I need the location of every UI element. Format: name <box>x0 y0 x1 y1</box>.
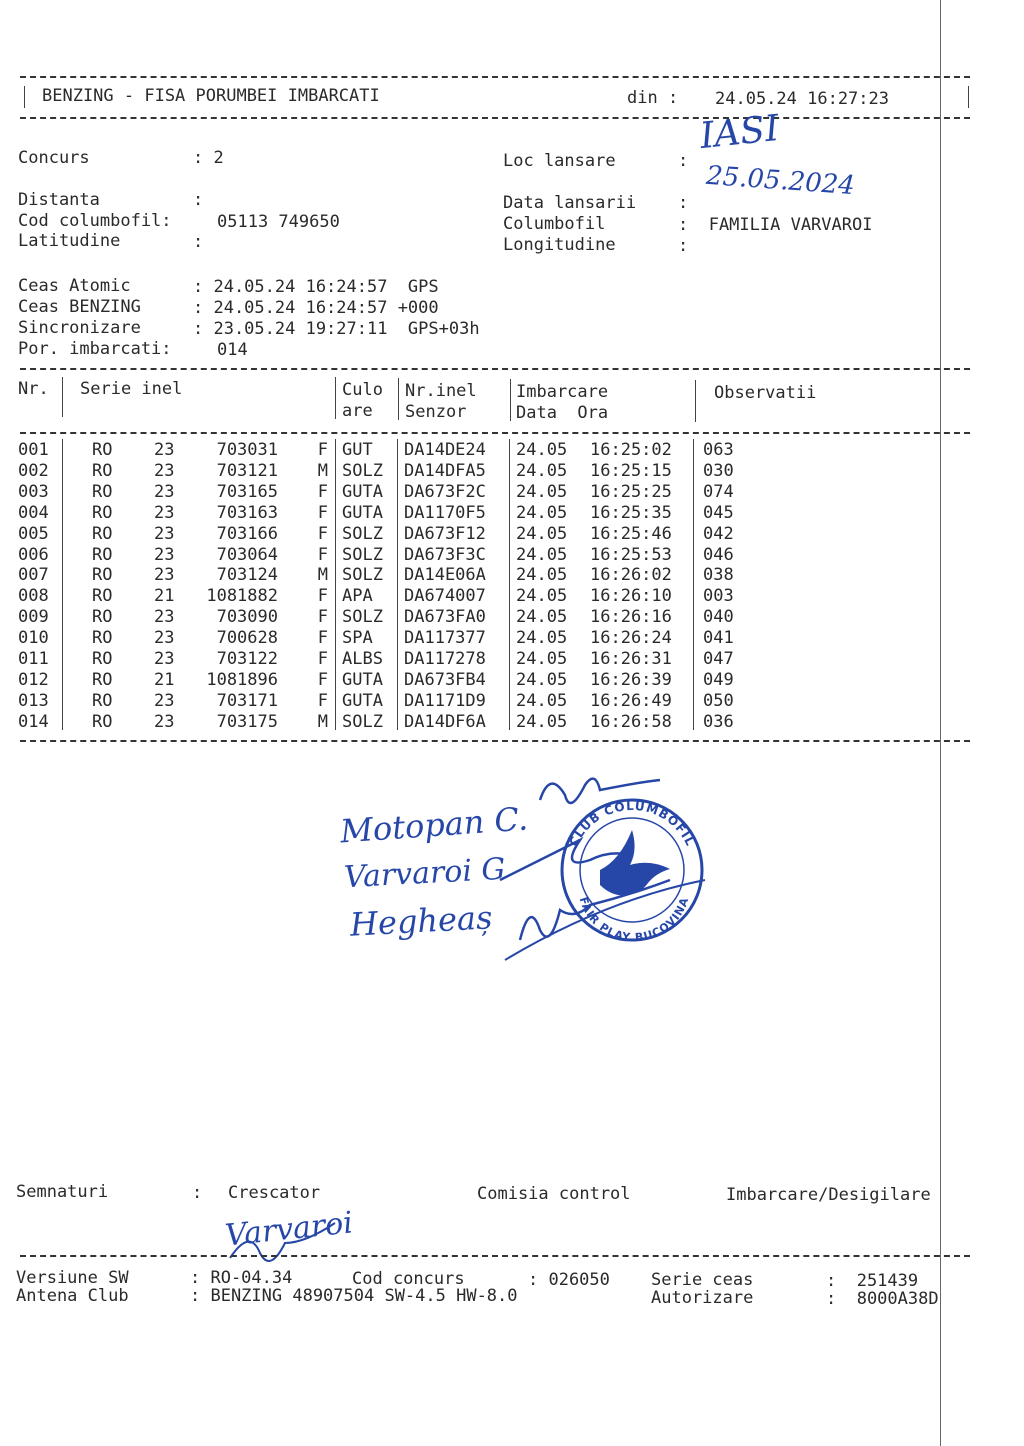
cell-culoare: ALBS <box>342 649 383 669</box>
cod-columbofil-label: Cod columbofil: <box>18 211 172 231</box>
stamp-top-text: CLUB COLUMBOFIL <box>566 798 698 849</box>
cell-nr: 009 <box>18 607 49 628</box>
cell-obs: 030 <box>703 460 734 481</box>
cell-sex: M <box>317 711 328 732</box>
cell-nr: 003 <box>18 481 49 502</box>
cell-tara: RO <box>92 628 113 649</box>
cell-data: 24.05 <box>516 649 568 669</box>
cell-ora: 16:25:35 <box>590 502 672 523</box>
cell-ora: 16:26:10 <box>590 586 672 607</box>
cell-inel: 1081896 <box>206 669 278 690</box>
ceas-atomic-value: : 24.05.24 16:24:57 GPS <box>193 277 439 297</box>
cell-culoare: GUTA <box>342 502 383 523</box>
distanta-label: Distanta <box>18 190 100 210</box>
ceas-benzing-label: Ceas BENZING <box>18 297 141 317</box>
cell-culoare: SOLZ <box>342 711 383 732</box>
cell-culoare: SOLZ <box>342 460 383 481</box>
signature-3: Hegheaș <box>349 898 494 944</box>
cell-data: 24.05 <box>516 440 568 460</box>
cell-tara: RO <box>92 690 113 711</box>
serie-ceas-label: Serie ceas <box>651 1270 754 1290</box>
cell-an: 21 <box>154 586 175 607</box>
cell-ora: 16:26:58 <box>590 711 672 732</box>
signature-2: Varvaroi G <box>343 851 507 896</box>
cod-concurs-value: : 026050 <box>528 1270 610 1290</box>
cell-data: 24.05 <box>516 607 568 628</box>
cell-obs: 063 <box>703 440 734 460</box>
col-header-serie: Serie inel <box>80 379 183 399</box>
cell-senzor: DA117278 <box>404 649 486 669</box>
cell-an: 23 <box>154 460 175 481</box>
col-header-observatii: Observatii <box>714 383 817 403</box>
cell-inel: 700628 <box>216 628 278 649</box>
cell-sex: F <box>317 669 328 690</box>
autorizare-value: : 8000A38D <box>826 1289 939 1309</box>
cell-ora: 16:26:02 <box>590 565 672 586</box>
cell-senzor: DA14DF6A <box>404 711 486 732</box>
loc-lansare-label: Loc lansare <box>503 151 616 171</box>
cell-tara: RO <box>92 481 113 502</box>
cell-sex: F <box>317 607 328 628</box>
cell-data: 24.05 <box>516 711 568 732</box>
cell-ora: 16:26:31 <box>590 649 672 669</box>
cell-sex: F <box>317 481 328 502</box>
cell-sex: M <box>317 565 328 586</box>
cell-nr: 006 <box>18 544 49 565</box>
cell-ora: 16:26:24 <box>590 628 672 649</box>
cell-tara: RO <box>92 502 113 523</box>
concurs-value: : 2 <box>193 148 224 168</box>
cell-senzor: DA673F2C <box>404 481 486 502</box>
sincronizare-label: Sincronizare <box>18 318 141 338</box>
cell-an: 23 <box>154 649 175 669</box>
semnaturi-sep: : <box>192 1183 203 1203</box>
dove-icon <box>600 830 670 895</box>
handwritten-loc: IASI <box>698 107 782 158</box>
club-stamp <box>562 799 702 944</box>
cell-obs: 046 <box>703 544 734 565</box>
cell-obs: 074 <box>703 481 734 502</box>
cell-tara: RO <box>92 523 113 544</box>
cell-senzor: DA14E06A <box>404 565 486 586</box>
versiune-value: : RO-04.34 <box>190 1268 293 1288</box>
cell-inel: 703090 <box>216 607 278 628</box>
cell-inel: 703122 <box>216 649 278 669</box>
cell-sex: F <box>317 523 328 544</box>
cell-culoare: GUT <box>342 440 373 460</box>
cell-senzor: DA673F12 <box>404 523 486 544</box>
stamp-bottom-text: FAIR PLAY BUCOVINA <box>576 895 692 945</box>
cell-obs: 050 <box>703 690 734 711</box>
cell-sex: F <box>317 649 328 669</box>
cell-nr: 014 <box>18 711 49 732</box>
cell-nr: 013 <box>18 690 49 711</box>
cell-data: 24.05 <box>516 544 568 565</box>
loc-lansare-sep: : <box>678 151 689 171</box>
cell-culoare: SOLZ <box>342 565 383 586</box>
cell-data: 24.05 <box>516 565 568 586</box>
cell-ora: 16:25:46 <box>590 523 672 544</box>
latitudine-label: Latitudine <box>18 231 121 251</box>
col-header-nrinel-2: Senzor <box>405 402 467 422</box>
cell-senzor: DA673FB4 <box>404 669 486 690</box>
cell-culoare: GUTA <box>342 690 383 711</box>
cell-data: 24.05 <box>516 481 568 502</box>
longitudine-label: Longitudine <box>503 235 616 255</box>
cell-inel: 703121 <box>216 460 278 481</box>
header-din-label: din : <box>627 88 679 108</box>
col-header-imbarcare-2: Data Ora <box>516 403 609 423</box>
cell-tara: RO <box>92 649 113 669</box>
cell-an: 23 <box>154 711 175 732</box>
distanta-value: : <box>193 190 204 210</box>
latitudine-value: : <box>193 232 204 252</box>
cod-concurs-label: Cod concurs <box>352 1269 465 1289</box>
cell-sex: F <box>317 586 328 607</box>
cell-data: 24.05 <box>516 460 568 481</box>
imbarcare-label: Imbarcare/Desigilare <box>726 1185 931 1205</box>
signature-1: Motopan C. <box>338 799 530 851</box>
versiune-label: Versiune SW <box>16 1268 129 1288</box>
cell-inel: 703171 <box>216 690 278 711</box>
cell-senzor: DA14DE24 <box>404 440 486 460</box>
columbofil-value: : FAMILIA VARVAROI <box>678 215 873 235</box>
cell-tara: RO <box>92 586 113 607</box>
cell-an: 23 <box>154 565 175 586</box>
cell-senzor: DA117377 <box>404 628 486 649</box>
cell-senzor: DA14DFA5 <box>404 460 486 481</box>
cell-data: 24.05 <box>516 523 568 544</box>
cell-nr: 007 <box>18 565 49 586</box>
header-title: BENZING - FISA PORUMBEI IMBARCATI <box>42 86 380 106</box>
cell-inel: 703166 <box>216 523 278 544</box>
cell-senzor: DA673F3C <box>404 544 486 565</box>
header-datetime: 24.05.24 16:27:23 <box>715 89 889 109</box>
por-imbarcati-value: 014 <box>217 340 248 360</box>
cell-an: 23 <box>154 523 175 544</box>
cell-culoare: GUTA <box>342 669 383 690</box>
col-header-nr: Nr. <box>18 379 49 399</box>
col-header-imbarcare-1: Imbarcare <box>516 382 609 402</box>
cell-culoare: SOLZ <box>342 607 383 628</box>
cell-tara: RO <box>92 440 113 460</box>
cell-tara: RO <box>92 460 113 481</box>
ceas-benzing-value: : 24.05.24 16:24:57 +000 <box>193 298 439 318</box>
col-header-culoare-2: are <box>342 401 373 421</box>
cell-nr: 011 <box>18 649 49 669</box>
cell-tara: RO <box>92 544 113 565</box>
cell-culoare: SPA <box>342 628 373 649</box>
semnaturi-label: Semnaturi <box>16 1182 109 1202</box>
antena-value: : BENZING 48907504 SW-4.5 HW-8.0 <box>190 1286 518 1306</box>
cell-ora: 16:25:53 <box>590 544 672 565</box>
cell-sex: F <box>317 690 328 711</box>
longitudine-sep: : <box>678 236 689 256</box>
cell-data: 24.05 <box>516 690 568 711</box>
cod-columbofil-value: 05113 749650 <box>217 212 340 232</box>
cell-obs: 049 <box>703 669 734 690</box>
cell-an: 23 <box>154 481 175 502</box>
por-imbarcati-label: Por. imbarcati: <box>18 339 172 359</box>
handwritten-date: 25.05.2024 <box>705 160 856 202</box>
cell-an: 23 <box>154 502 175 523</box>
cell-tara: RO <box>92 565 113 586</box>
svg-text:FAIR PLAY BUCOVINA <box>577 895 692 944</box>
cell-inel: 703031 <box>216 440 278 460</box>
cell-obs: 042 <box>703 523 734 544</box>
data-lansarii-sep: : <box>678 193 689 213</box>
crescator-signature: Varvaroi <box>223 1205 355 1254</box>
cell-inel: 703165 <box>216 481 278 502</box>
cell-nr: 004 <box>18 502 49 523</box>
cell-senzor: DA1171D9 <box>404 690 486 711</box>
autorizare-label: Autorizare <box>651 1288 754 1308</box>
cell-data: 24.05 <box>516 586 568 607</box>
cell-data: 24.05 <box>516 502 568 523</box>
cell-data: 24.05 <box>516 669 568 690</box>
cell-ora: 16:25:02 <box>590 440 672 460</box>
cell-ora: 16:26:16 <box>590 607 672 628</box>
crescator-label: Crescator <box>228 1183 321 1203</box>
cell-senzor: DA1170F5 <box>404 502 486 523</box>
cell-obs: 003 <box>703 586 734 607</box>
cell-culoare: SOLZ <box>342 523 383 544</box>
cell-obs: 036 <box>703 711 734 732</box>
col-header-culoare-1: Culo <box>342 380 383 400</box>
cell-obs: 038 <box>703 565 734 586</box>
cell-obs: 041 <box>703 628 734 649</box>
antena-label: Antena Club <box>16 1286 129 1306</box>
cell-culoare: SOLZ <box>342 544 383 565</box>
cell-inel: 703175 <box>216 711 278 732</box>
cell-sex: M <box>317 460 328 481</box>
cell-nr: 002 <box>18 460 49 481</box>
cell-tara: RO <box>92 711 113 732</box>
cell-culoare: GUTA <box>342 481 383 502</box>
cell-nr: 001 <box>18 440 49 460</box>
cell-inel: 1081882 <box>206 586 278 607</box>
cell-sex: F <box>317 440 328 460</box>
col-header-nrinel-1: Nr.inel <box>405 381 477 401</box>
cell-tara: RO <box>92 669 113 690</box>
cell-an: 21 <box>154 669 175 690</box>
cell-tara: RO <box>92 607 113 628</box>
cell-inel: 703163 <box>216 502 278 523</box>
cell-an: 23 <box>154 607 175 628</box>
cell-nr: 008 <box>18 586 49 607</box>
ceas-atomic-label: Ceas Atomic <box>18 276 131 296</box>
cell-sex: F <box>317 502 328 523</box>
cell-ora: 16:25:25 <box>590 481 672 502</box>
data-lansarii-label: Data lansarii <box>503 193 637 213</box>
cell-nr: 005 <box>18 523 49 544</box>
cell-an: 23 <box>154 544 175 565</box>
cell-senzor: DA673FA0 <box>404 607 486 628</box>
cell-inel: 703064 <box>216 544 278 565</box>
cell-data: 24.05 <box>516 628 568 649</box>
comisia-label: Comisia control <box>477 1184 631 1204</box>
concurs-label: Concurs <box>18 148 90 168</box>
columbofil-label: Columbofil <box>503 214 606 234</box>
cell-an: 23 <box>154 690 175 711</box>
cell-obs: 045 <box>703 502 734 523</box>
cell-sex: F <box>317 544 328 565</box>
cell-ora: 16:26:39 <box>590 669 672 690</box>
sincronizare-value: : 23.05.24 19:27:11 GPS+03h <box>193 319 480 339</box>
cell-senzor: DA674007 <box>404 586 486 607</box>
cell-inel: 703124 <box>216 565 278 586</box>
cell-obs: 047 <box>703 649 734 669</box>
cell-ora: 16:25:15 <box>590 460 672 481</box>
cell-culoare: APA <box>342 586 373 607</box>
cell-an: 23 <box>154 440 175 460</box>
cell-obs: 040 <box>703 607 734 628</box>
serie-ceas-value: : 251439 <box>826 1271 919 1291</box>
cell-nr: 010 <box>18 628 49 649</box>
cell-an: 23 <box>154 628 175 649</box>
cell-sex: F <box>317 628 328 649</box>
footer-rule <box>20 1255 970 1257</box>
cell-ora: 16:26:49 <box>590 690 672 711</box>
cell-nr: 012 <box>18 669 49 690</box>
